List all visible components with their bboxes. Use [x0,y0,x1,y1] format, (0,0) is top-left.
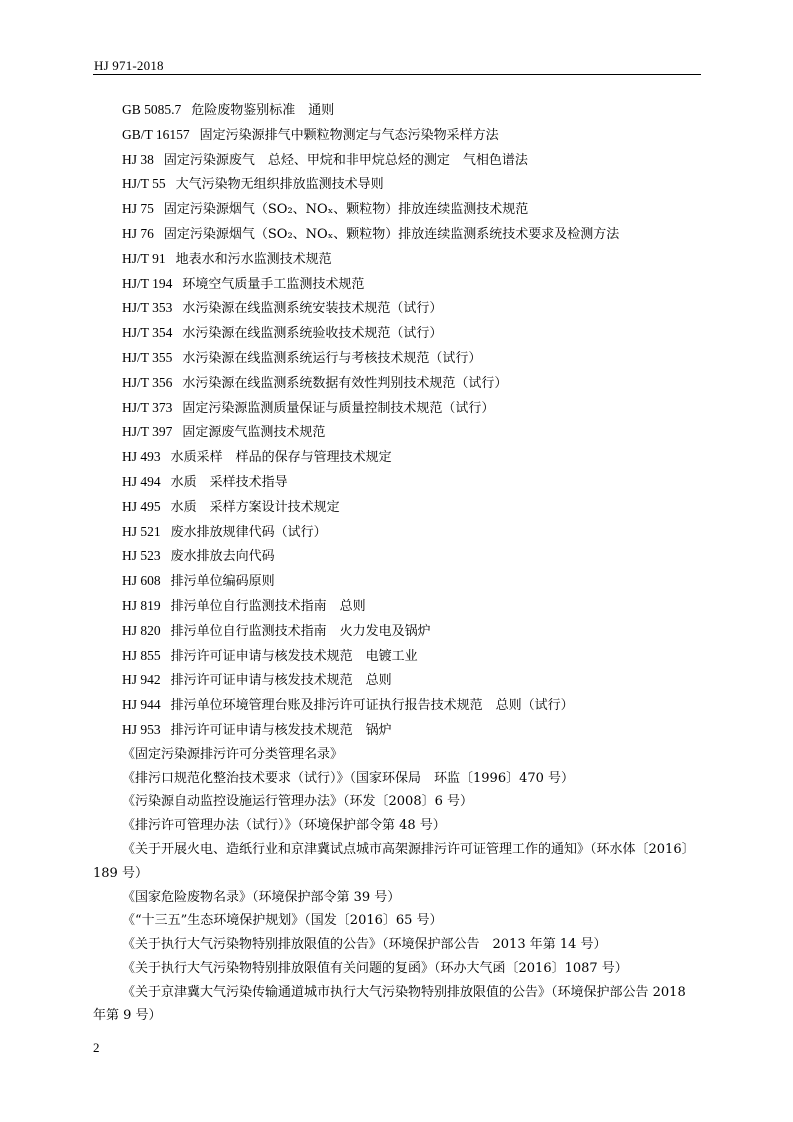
reference-code: HJ 495 [122,498,161,514]
reference-item [93,148,701,173]
reference-title: 废水排放规律代码（试行） [170,524,327,540]
reference-title: 环境空气质量手工监测技术规范 [182,276,365,292]
reference-code: HJ 820 [122,622,161,638]
page-number: 2 [93,1040,100,1055]
reference-item [93,396,701,421]
reference-code: HJ 855 [122,647,161,663]
reference-item [93,594,701,619]
reference-title: 排污许可证申请与核发技术规范 总则 [170,673,392,689]
document-item: 《污染源自动监控设施运行管理办法》（环发〔2008〕6 号） [122,794,473,810]
reference-title: 水污染源在线监测系统验收技术规范（试行） [182,326,443,342]
reference-code: HJ/T 373 [122,399,173,415]
reference-code: HJ/T 354 [122,325,173,341]
reference-title: 固定污染源监测质量保证与质量控制技术规范（试行） [182,400,495,416]
reference-title: 排污单位环境管理台账及排污许可证执行报告技术规范 总则（试行） [170,698,574,714]
reference-item [93,445,701,470]
document-item: 《关于执行大气污染物特别排放限值的公告》（环境保护部公告 2013 年第 14 号） [122,937,607,953]
reference-list [93,98,701,1028]
reference-code: GB/T 16157 [122,126,190,142]
reference-code: HJ 953 [122,721,161,737]
reference-code: HJ 944 [122,697,161,713]
reference-item [93,346,701,371]
reference-code: HJ/T 355 [122,349,173,365]
header-doc-code: HJ 971-2018 [94,58,164,73]
reference-code: HJ 38 [122,151,154,167]
reference-title: 水质 采样方案设计技术规定 [170,499,340,515]
document-item: 《排污许可管理办法（试行）》（环境保护部令第 48 号） [122,818,446,834]
reference-item [93,272,701,297]
reference-title: 水质 采样技术指导 [170,474,288,490]
document-item: 《固定污染源排污许可分类管理名录》 [122,746,344,762]
reference-code: HJ 76 [122,225,154,241]
reference-code: HJ/T 353 [122,300,173,316]
reference-title: 固定污染源烟气（SO₂、NOₓ、颗粒物）排放连续监测系统技术要求及检测方法 [163,226,620,242]
document-item: 《关于执行大气污染物特别排放限值有关问题的复函》（环办大气函〔2016〕1087 号） [122,960,628,976]
reference-title: 水污染源在线监测系统运行与考核技术规范（试行） [182,350,482,366]
reference-title: 危险废物鉴别标准 通则 [191,103,335,118]
reference-item [93,321,701,346]
reference-code: HJ 819 [122,597,161,613]
reference-code: HJ 521 [122,523,161,539]
reference-code: HJ/T 194 [122,275,173,291]
reference-code: GB 5085.7 [122,102,182,117]
reference-code: HJ/T 356 [122,374,173,390]
reference-code: HJ 494 [122,473,161,489]
reference-title: 地表水和污水监测技术规范 [175,251,332,267]
document-item: 《关于京津冀大气污染传输通道城市执行大气污染物特别排放限值的公告》（环境保护部公告 2018 年第 9 号） [93,984,686,1024]
reference-code: HJ 523 [122,548,161,564]
reference-item [93,197,701,222]
reference-item [93,222,701,247]
reference-title: 固定污染源废气 总烃、甲烷和非甲烷总烃的测定 气相色谱法 [163,152,528,168]
document-item: 《排污口规范化整治技术要求（试行）》（国家环保局 环监〔1996〕470 号） [122,770,575,786]
reference-item [93,668,701,693]
reference-title: 水污染源在线监测系统数据有效性判别技术规范（试行） [182,375,508,391]
reference-code: HJ/T 55 [122,176,166,192]
reference-code: HJ 942 [122,672,161,688]
reference-item [93,619,701,644]
reference-title: 排污许可证申请与核发技术规范 电镀工业 [170,648,418,664]
reference-item [93,718,701,743]
reference-title: 大气污染物无组织排放监测技术导则 [175,177,384,193]
reference-title: 固定源废气监测技术规范 [182,425,326,441]
reference-title: 排污单位编码原则 [170,574,275,590]
reference-title: 排污单位自行监测技术指南 火力发电及锅炉 [170,623,431,639]
reference-title: 排污单位自行监测技术指南 总则 [170,598,366,614]
document-item: 《“十三五”生态环境保护规划》（国发〔2016〕65 号） [122,913,443,929]
reference-item [93,123,701,148]
reference-code: HJ 608 [122,573,161,589]
document-item: 《关于开展火电、造纸行业和京津冀试点城市高架源排污许可证管理工作的通知》（环水体〔2016〕189 号） [93,841,695,881]
reference-item [93,644,701,669]
reference-title: 水质采样 样品的保存与管理技术规定 [170,450,392,466]
reference-item [93,296,701,321]
reference-code: HJ/T 397 [122,424,173,440]
reference-item [93,172,701,197]
document-item: 《国家危险废物名录》（环境保护部令第 39 号） [122,889,401,905]
reference-title: 固定污染源烟气（SO₂、NOₓ、颗粒物）排放连续监测技术规范 [163,202,529,218]
reference-item [93,470,701,495]
reference-item [93,544,701,569]
reference-title: 水污染源在线监测系统安装技术规范（试行） [182,301,443,317]
header-rule [93,74,701,75]
reference-item [93,520,701,545]
reference-code: HJ 493 [122,449,161,465]
reference-item [93,569,701,594]
reference-item [93,247,701,272]
reference-item [93,420,701,445]
reference-item [93,693,701,718]
reference-title: 排污许可证申请与核发技术规范 锅炉 [170,722,392,738]
reference-code: HJ 75 [122,201,154,217]
reference-title: 固定污染源排气中颗粒物测定与气态污染物采样方法 [199,127,499,143]
reference-code: HJ/T 91 [122,250,166,266]
reference-item [93,495,701,520]
reference-item [93,98,701,123]
reference-item [93,371,701,396]
reference-title: 废水排放去向代码 [170,549,275,565]
